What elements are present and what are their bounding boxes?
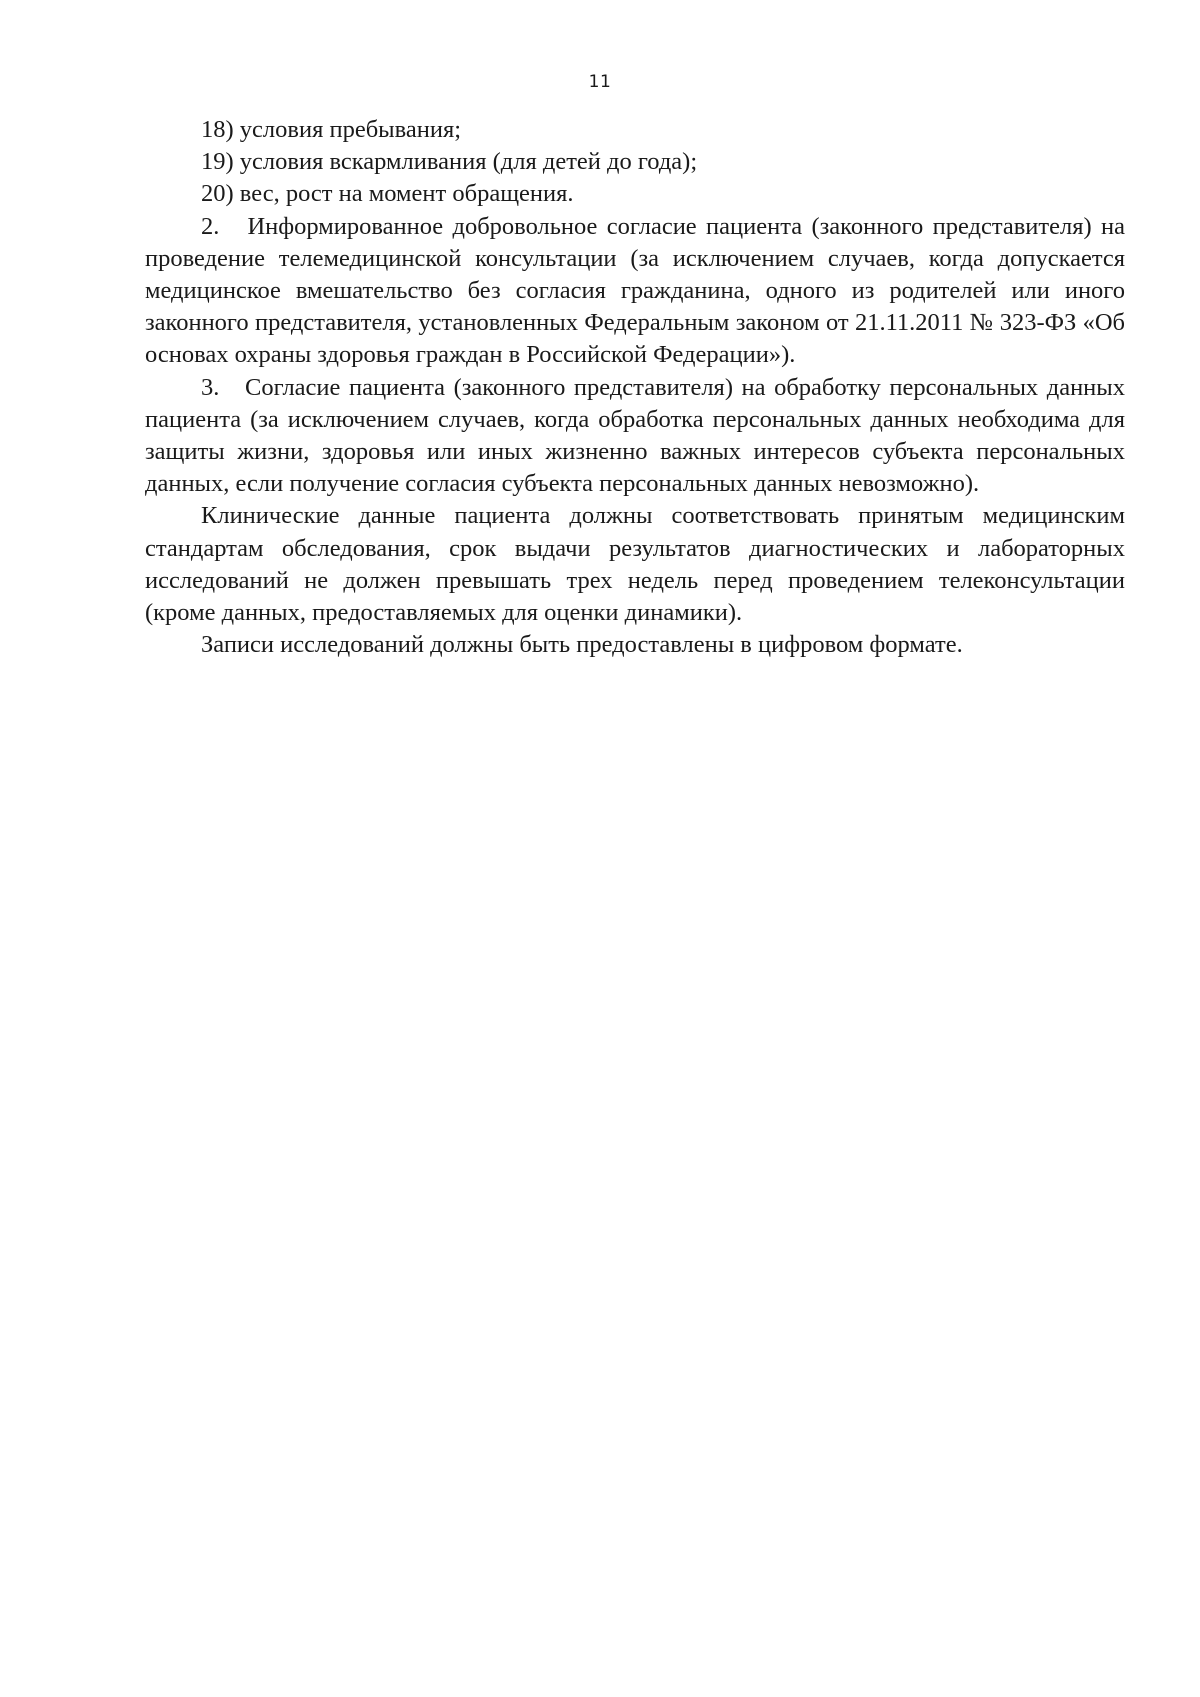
- page-number: 11: [588, 72, 612, 92]
- paragraph-clinical-data: Клинические данные пациента должны соответствовать принятым медицинским стандартам обследования, срок выдачи результатов диагностических и лабораторных исследований не должен превышать трех недель перед проведением телеконсультации (кроме данных, предоставляемых для оценки динамики).: [145, 502, 1125, 627]
- paragraph-digital-format: Записи исследований должны быть предоставлены в цифровом формате.: [201, 631, 963, 659]
- paragraph-informed-consent: 2. Информированное добровольное согласие пациента (законного представителя) на проведение телемедицинской консультации (за исключением случаев, когда допускается медицинское вмешательство без согласия гражданина, одного из родителей или иного законного представителя, установленных Федеральным законом от 21.11.2011 № 323-ФЗ «Об основах охраны здоровья граждан в Российской Федерации»).: [145, 212, 1125, 369]
- paragraph-personal-data-consent: 3. Согласие пациента (законного представителя) на обработку персональных данных пациента (за исключением случаев, когда обработка персональных данных необходима для защиты жизни, здоровья или иных жизненно важных интересов субъекта персональных данных, если получение согласия субъекта персональных данных невозможно).: [145, 373, 1125, 498]
- list-item-conditions-of-stay: 18) условия пребывания;: [201, 116, 462, 143]
- document-body: [145, 114, 1125, 661]
- list-item-weight-height: 20) вес, рост на момент обращения.: [201, 180, 574, 208]
- list-item-feeding-conditions: 19) условия вскармливания (для детей до года);: [201, 148, 698, 176]
